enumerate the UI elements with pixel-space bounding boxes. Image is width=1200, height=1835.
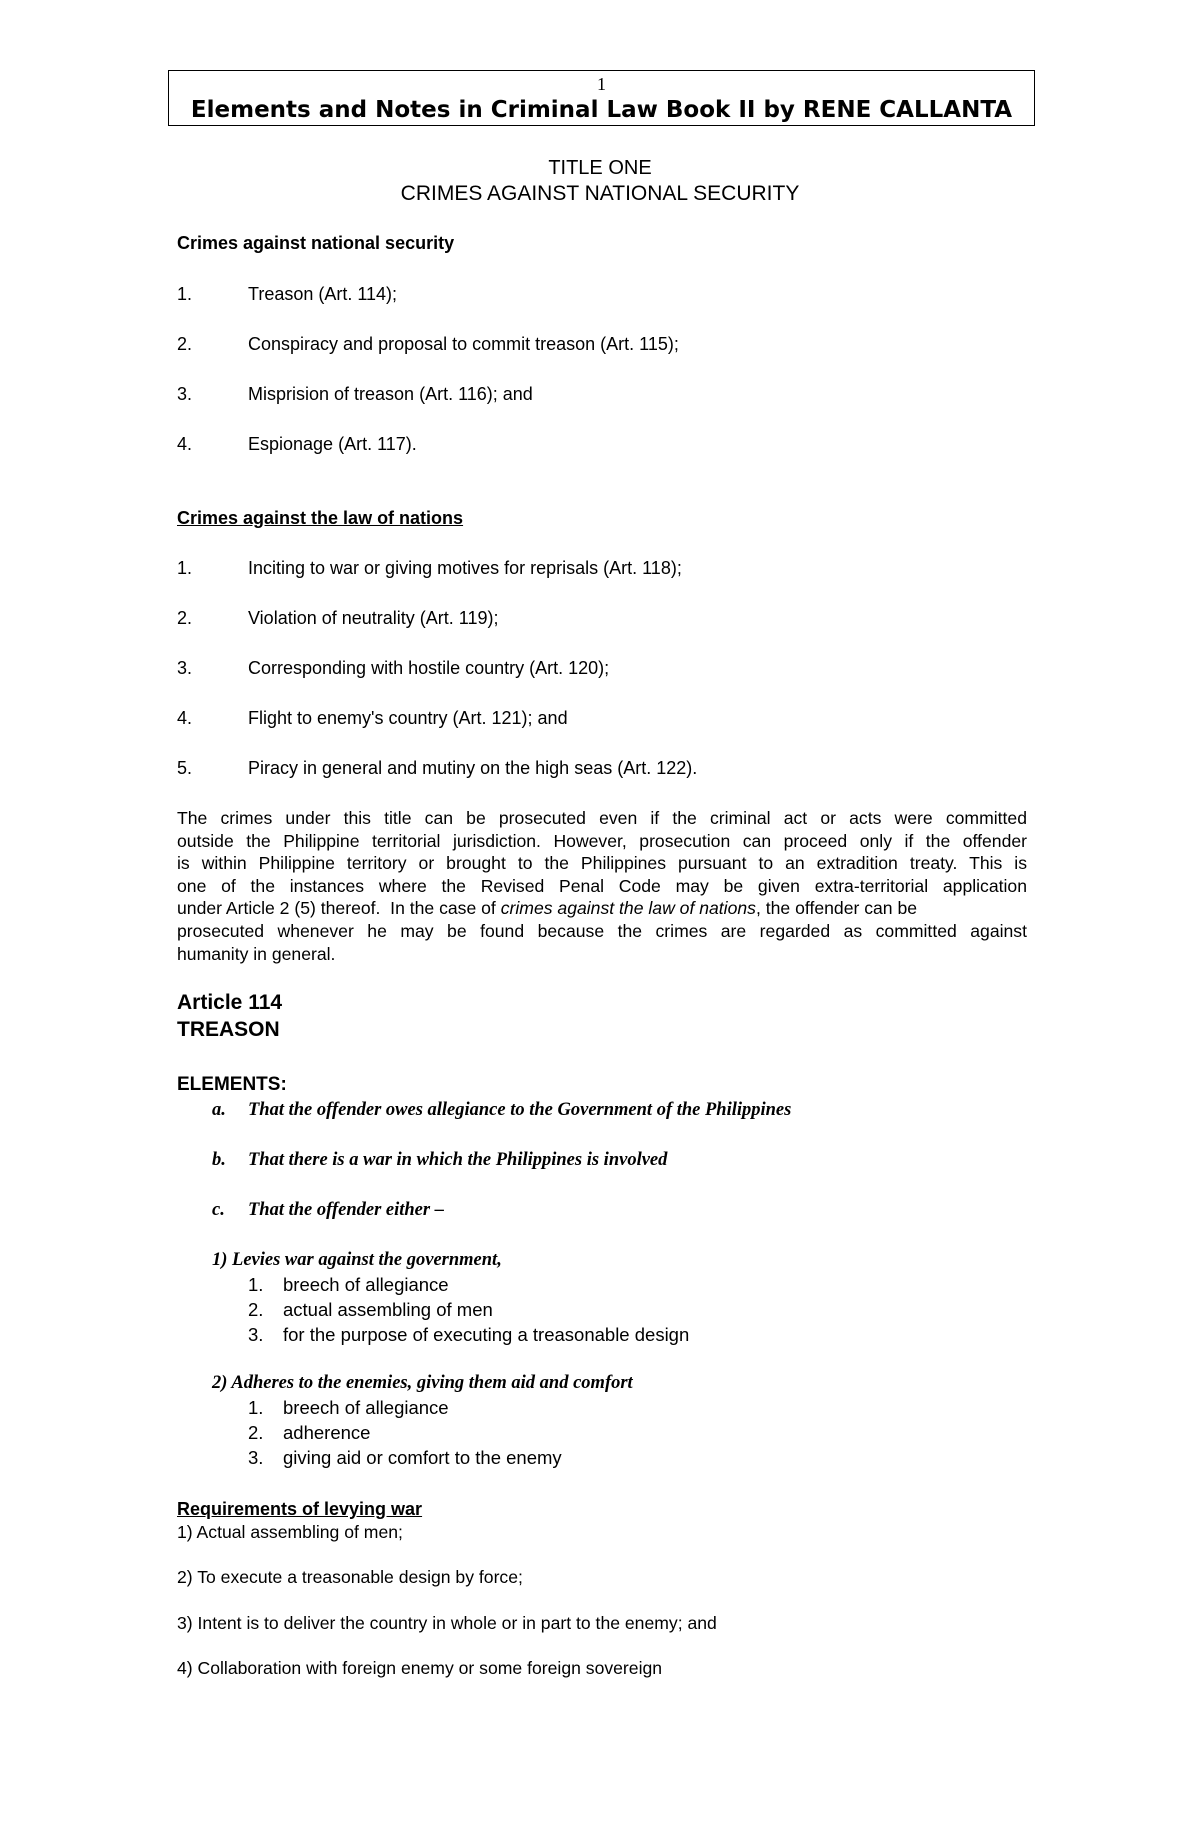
sub-item-text: giving aid or comfort to the enemy bbox=[283, 1447, 562, 1468]
list-item-text: Violation of neutrality (Art. 119); bbox=[248, 608, 499, 628]
page-number: 1 bbox=[597, 74, 606, 94]
document-title: Elements and Notes in Criminal Law Book II by RENE CALLANTA bbox=[190, 97, 1013, 123]
list-item-number: 4. bbox=[177, 434, 193, 454]
article-number: Article 114 bbox=[177, 991, 283, 1014]
sub-item-number: 1. bbox=[248, 1397, 264, 1418]
sub-item-number: 3. bbox=[248, 1324, 264, 1345]
list-item-text: Espionage (Art. 117). bbox=[248, 434, 417, 454]
article-name: TREASON bbox=[177, 1018, 280, 1041]
requirement-item: 4) Collaboration with foreign enemy or some foreign sovereign bbox=[177, 1658, 663, 1678]
sub-item-number: 1. bbox=[248, 1274, 264, 1295]
elements-heading: ELEMENTS: bbox=[177, 1074, 287, 1095]
list-item-number: 4. bbox=[177, 708, 193, 728]
sub-item-text: breech of allegiance bbox=[283, 1397, 449, 1418]
element-text: That the offender owes allegiance to the Government of the Philippines bbox=[248, 1100, 792, 1120]
sub-item-text: adherence bbox=[283, 1422, 371, 1443]
sub-item-text: actual assembling of men bbox=[283, 1299, 493, 1320]
title-number: TITLE ONE bbox=[548, 157, 652, 179]
paragraph-line: is within Philippine territory or brought to the Philippines pursuant to an extradition treaty. This is bbox=[177, 853, 1027, 874]
list-item-text: Treason (Art. 114); bbox=[248, 284, 398, 304]
requirement-item: 1) Actual assembling of men; bbox=[177, 1522, 403, 1542]
list-item-number: 1. bbox=[177, 558, 193, 578]
sub-item-text: breech of allegiance bbox=[283, 1274, 449, 1295]
element-letter: a. bbox=[212, 1100, 226, 1120]
list-item-text: Corresponding with hostile country (Art. 120); bbox=[248, 658, 610, 678]
requirement-item: 2) To execute a treasonable design by force; bbox=[177, 1567, 523, 1587]
paragraph-text: under Article 2 (5) thereof. In the case of bbox=[177, 898, 501, 919]
paragraph-line: one of the instances where the Revised Penal Code may be given extra-territorial application bbox=[177, 875, 1027, 896]
list-item-number: 3. bbox=[177, 658, 193, 678]
sub-item-number: 2. bbox=[248, 1299, 264, 1320]
list-item-number: 2. bbox=[177, 334, 193, 354]
element-letter: b. bbox=[212, 1150, 226, 1170]
list-item-text: Misprision of treason (Art. 116); and bbox=[248, 384, 533, 404]
header-box bbox=[168, 70, 1035, 126]
list-item-number: 2. bbox=[177, 608, 193, 628]
section-heading-national-security: Crimes against national security bbox=[177, 233, 455, 253]
list-item-number: 5. bbox=[177, 758, 193, 778]
mode-title: 1) Levies war against the government, bbox=[212, 1250, 502, 1270]
emphasis-text: crimes against the law of nations bbox=[500, 898, 756, 919]
paragraph-text: , the offender can be bbox=[755, 898, 918, 919]
element-letter: c. bbox=[212, 1200, 225, 1220]
sub-item-number: 2. bbox=[248, 1422, 264, 1443]
requirement-item: 3) Intent is to deliver the country in whole or in part to the enemy; and bbox=[177, 1613, 717, 1633]
element-text: That there is a war in which the Philippines is involved bbox=[248, 1150, 668, 1170]
mode-title: 2) Adheres to the enemies, giving them aid and comfort bbox=[212, 1373, 633, 1393]
list-item-number: 3. bbox=[177, 384, 193, 404]
list-item-text: Piracy in general and mutiny on the high seas (Art. 122). bbox=[248, 758, 698, 778]
paragraph-line: prosecuted whenever he may be found because the crimes are regarded as committed against bbox=[177, 920, 1027, 941]
element-text: That the offender either – bbox=[248, 1200, 444, 1220]
paragraph-line: The crimes under this title can be prosecuted even if the criminal act or acts were committed bbox=[177, 808, 1027, 828]
list-item-number: 1. bbox=[177, 284, 193, 304]
paragraph-line: humanity in general. bbox=[177, 943, 336, 964]
requirements-heading: Requirements of levying war bbox=[177, 1499, 423, 1519]
title-heading: CRIMES AGAINST NATIONAL SECURITY bbox=[400, 182, 800, 205]
body-paragraph bbox=[177, 807, 1027, 965]
section-heading-law-of-nations: Crimes against the law of nations bbox=[177, 508, 464, 528]
sub-item-number: 3. bbox=[248, 1447, 264, 1468]
list-item-text: Inciting to war or giving motives for reprisals (Art. 118); bbox=[248, 558, 682, 578]
paragraph-line: outside the Philippine territorial jurisdiction. However, prosecution can proceed only if the offender bbox=[177, 830, 1027, 851]
list-item-text: Flight to enemy's country (Art. 121); and bbox=[248, 708, 568, 728]
list-item-text: Conspiracy and proposal to commit treason (Art. 115); bbox=[248, 334, 679, 354]
paragraph-line bbox=[177, 897, 1027, 920]
sub-item-text: for the purpose of executing a treasonable design bbox=[283, 1324, 690, 1345]
